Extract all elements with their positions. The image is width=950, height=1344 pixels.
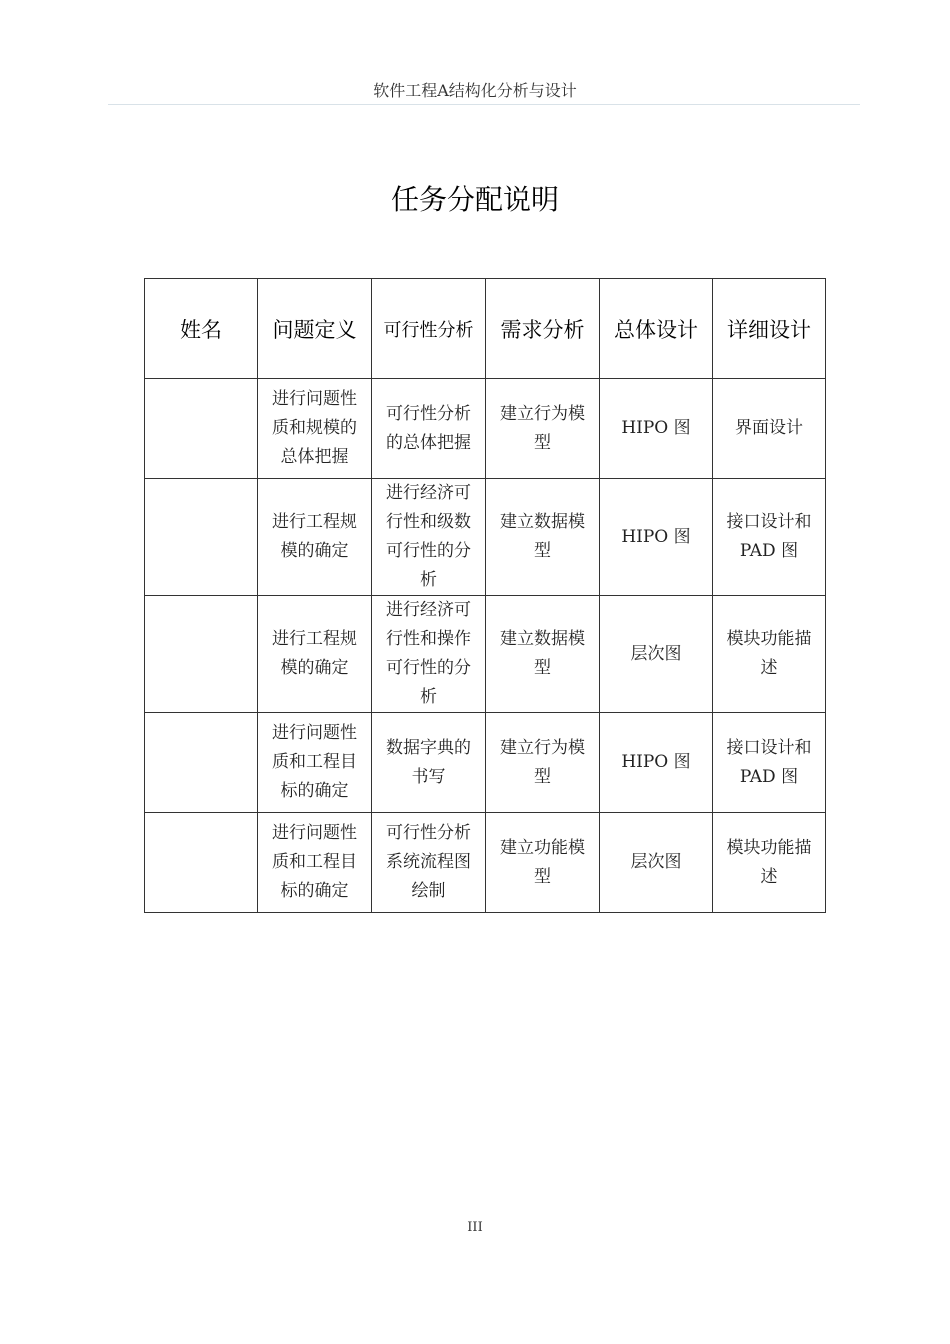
cell-detailed-design: 接口设计和 PAD 图	[713, 479, 826, 596]
cell-overall-design: HIPO 图	[600, 713, 713, 813]
cell-detailed-design: 模块功能描述	[713, 813, 826, 913]
cell-name	[145, 479, 258, 596]
cell-problem-definition: 进行工程规模的确定	[258, 479, 372, 596]
table-header-row	[145, 279, 826, 379]
table-row	[145, 596, 826, 713]
cell-problem-definition: 进行问题性质和工程目标的确定	[258, 813, 372, 913]
cell-name	[145, 813, 258, 913]
column-header-detailed-design: 详细设计	[713, 279, 826, 379]
column-header-problem-definition: 问题定义	[258, 279, 372, 379]
page-title: 任务分配说明	[390, 183, 559, 216]
cell-requirements-analysis: 建立行为模型	[486, 379, 600, 479]
cell-feasibility-analysis: 进行经济可行性和操作可行性的分析	[372, 596, 486, 713]
cell-overall-design: HIPO 图	[600, 379, 713, 479]
cell-feasibility-analysis: 数据字典的书写	[372, 713, 486, 813]
running-header: 软件工程A结构化分析与设计	[373, 81, 577, 100]
cell-requirements-analysis: 建立数据模型	[486, 479, 600, 596]
cell-problem-definition: 进行问题性质和工程目标的确定	[258, 713, 372, 813]
cell-problem-definition: 进行问题性质和规模的总体把握	[258, 379, 372, 479]
cell-detailed-design: 接口设计和 PAD 图	[713, 713, 826, 813]
cell-requirements-analysis: 建立数据模型	[486, 596, 600, 713]
cell-name	[145, 713, 258, 813]
cell-name	[145, 596, 258, 713]
cell-requirements-analysis: 建立功能模型	[486, 813, 600, 913]
column-header-requirements-analysis: 需求分析	[486, 279, 600, 379]
table-row	[145, 479, 826, 596]
table-row	[145, 379, 826, 479]
cell-feasibility-analysis: 进行经济可行性和级数可行性的分析	[372, 479, 486, 596]
cell-overall-design: HIPO 图	[600, 479, 713, 596]
cell-detailed-design: 模块功能描述	[713, 596, 826, 713]
cell-feasibility-analysis: 可行性分析的总体把握	[372, 379, 486, 479]
cell-feasibility-analysis: 可行性分析系统流程图绘制	[372, 813, 486, 913]
task-assignment-table	[144, 278, 826, 913]
header-divider	[108, 104, 860, 105]
cell-requirements-analysis: 建立行为模型	[486, 713, 600, 813]
cell-problem-definition: 进行工程规模的确定	[258, 596, 372, 713]
column-header-name: 姓名	[145, 279, 258, 379]
table-row	[145, 713, 826, 813]
cell-overall-design: 层次图	[600, 813, 713, 913]
page-number: III	[467, 1220, 483, 1235]
table-row	[145, 813, 826, 913]
cell-overall-design: 层次图	[600, 596, 713, 713]
column-header-feasibility-analysis: 可行性分析	[372, 279, 486, 379]
cell-detailed-design: 界面设计	[713, 379, 826, 479]
column-header-overall-design: 总体设计	[600, 279, 713, 379]
cell-name	[145, 379, 258, 479]
